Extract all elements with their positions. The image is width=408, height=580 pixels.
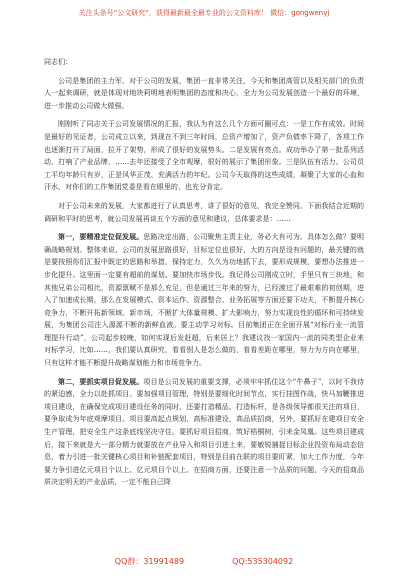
document-body (44, 56, 364, 495)
paragraph-text: 对于公司未来的发展，大家都进行了认真思考，讲了很好的意见，我完全赞同。下面我结合近期的调研和平时的思考，就公司发展再谈五个方面的意见和建议，总体要求是：…… (44, 201, 364, 223)
paragraph-text: 公司是集团的主力军，对于公司的发展，集团一直非常关注，今天和集团高管以及相关部门的负责人一起来调研，就是体现对地块莉明地表明集团的态度和决心，全力为公司发展创造一个最好的环境，进一步推动公司做大做强。 (44, 76, 364, 110)
paragraph-text: 思路决定出路，公司聚焦主责主业，务必大有可为。具体怎么做？要明确战略规划。整体来说，公司的发展思路很好，目标定位也很好，大的方向是没有问题的，最关键的就是要按照你们汇报中既定的思路和举措，保持定力，久久为功地抓下去，要形成规模，要想办法推进一步化提升。这里面一定要有超前的谋划。要加快市场步伐。我记得公司刚成立时，手里只有三块地，和其他兄弟公司相比，资源禀赋不是那么充足，但是通过三年来的努力，已经渡过了最艰难的初创期，进入了加速成长期，那么在发展模式、资本运作、资源整合、业务拓展等方面还要下功夫，不断提升核心竞争力，不断开拓新领域、新市场，不断扩大体量规模、扩大影响力，努力实现良性的循环和可持续发展，为集团公司注入源源不断的新鲜血液。要主动学习对标。目前集团正在全面开展“对标行业一流管理提升行动”，公司起步较晚，如何实现后发赶超，后来居上？我建议找一家国内一流的同类型企业来对标学习，比如……，我们要认真研究，看看别人是怎么做的，看看差距在哪里，努力为方向在哪里，只有这样才能不断提升战略谋划能力和市场竞争力。 (44, 233, 364, 368)
paragraph-3 (44, 200, 364, 225)
qq-group: QQ群：31991489 (114, 557, 185, 566)
paragraph-1 (44, 75, 364, 113)
promo-header: 关注头条号“公文研究”，获得最新最全最专业的公文资料库！ 微信：gongwenyj (78, 9, 330, 17)
paragraph-text: 刚刚听了同志关于公司发展情况的汇报，我认为有这么几个方面可圈可点：一是工作有成效。时间是最好的见证者，公司成立以来，到现在不到三年时间，总资产增加了，资产负债率下降了，各项工作也逐渐打开了局面，拉开了架势，形成了很好的发展势头。二是发展有亮点。成功举办了第一批系列活动，打响了产业品牌，……去年还接受了全市观摩，很好的展示了集团形象。三是队伍有活力。公司员工平均年龄只有岁，正是风华正茂、充满活力的年纪。公司今天取得的这些成绩，凝聚了大家的心血和汗水，对你们的工作集团党委是看在眼里的，也充分肯定。 (44, 120, 364, 192)
paragraph-4 (44, 231, 364, 370)
section-heading-second: 第二，要抓实项目促发展。 (58, 376, 144, 386)
paragraph-text: 项目是公司发展的重要支撑，必须牢牢抓住这个“牛鼻子”，以时不我待的紧迫感，全力以赴抓项目。要加强项目管理，特别是要细化时间节点，实行挂图作战，快马加鞭推进项目建设，在确保完成项目建设任务的同时，还要打造精品、打造标杆，是各级领导都很关注的项目，要争取成为年底观摩项目。项目要高起点规划，高标准建设，高品质招商，另外，要抓好在建项目安全生产管理，把安全生产这条底线坚决守住。要抓好项目招商，筑好梧桐树，引来金凤凰。这些项目建成后，接下来就是大一部分精力就要放在产业导入和项目引进上来，要敏锐捕捉目标企业投资布局动态信息，着力引进一批关键核心项目和补链配套项目，特别是目前在联的项目要盯紧，加大工作力度，今年要力争引进亿元项目个以上、亿元项目个以上。在招商方面，还要注意一个品质的问题，今天的招商品质决定明天的产业品质，一定不能自己降 (44, 377, 364, 487)
greeting: 同志们： (44, 58, 73, 66)
contact-footer (0, 556, 408, 567)
paragraph-2 (44, 118, 364, 194)
paragraph-5 (44, 376, 364, 489)
qq-number: QQ:535304092 (232, 557, 294, 566)
section-heading-first: 第一，要精准定位促发展。 (58, 232, 144, 242)
